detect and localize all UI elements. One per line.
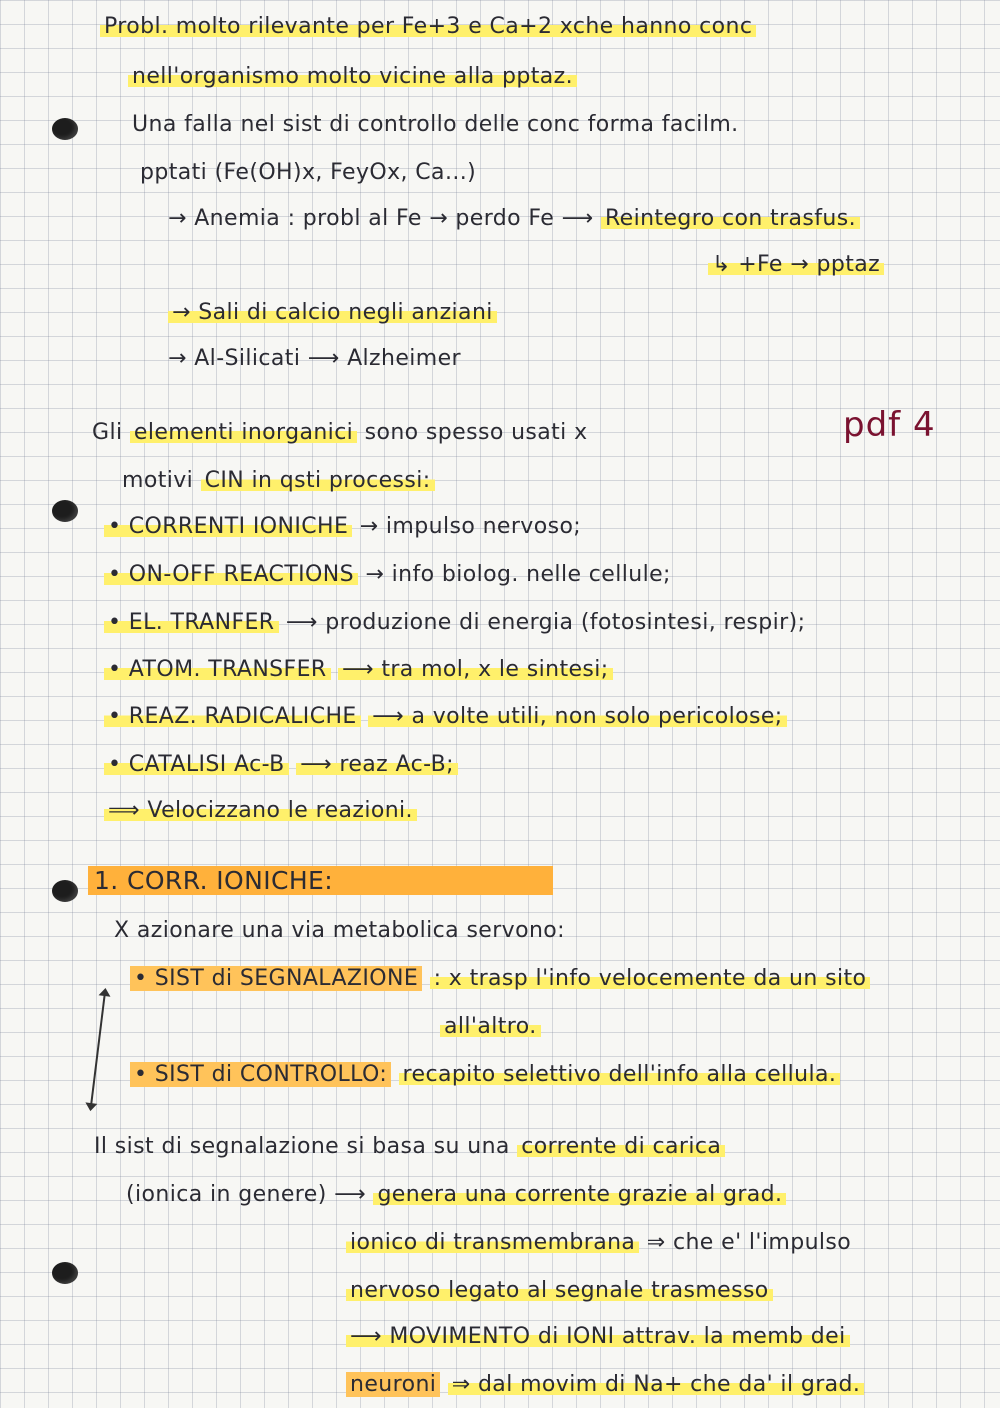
note-text: CIN in qsti processi: [201, 468, 435, 493]
bullet-term: • CORRENTI IONICHE [104, 514, 352, 539]
bullet-item [104, 655, 613, 685]
note-text: Probl. molto rilevante per Fe+3 e Ca+2 xche hanno conc [100, 14, 756, 39]
note-line [168, 204, 860, 234]
note-text: elementi inorganici [130, 420, 357, 445]
note-text: motivi [122, 468, 194, 493]
note-text: recapito selettivo dell'info alla cellula. [399, 1062, 841, 1087]
section-heading [88, 866, 553, 896]
note-text: neuroni [346, 1372, 440, 1397]
note-line [92, 418, 588, 448]
note-text: nervoso legato al segnale trasmesso [346, 1278, 773, 1303]
bullet-term: • EL. TRANFER [104, 610, 279, 635]
note-text: Il sist di segnalazione si basa su una [94, 1134, 510, 1159]
note-text: → Sali di calcio negli anziani [168, 300, 497, 325]
bullet-item [104, 512, 581, 542]
note-text: ↳ +Fe → pptaz [708, 252, 884, 277]
note-line [168, 344, 461, 374]
bullet-desc: ⟶ tra mol, x le sintesi; [338, 657, 613, 682]
note-text: pptati (Fe(OH)x, FeyOx, Ca...) [140, 160, 477, 185]
note-line [104, 796, 417, 826]
bullet-item [104, 750, 458, 780]
note-line [346, 1228, 851, 1258]
note-line [168, 298, 497, 328]
note-text: ionico di transmembrana [346, 1230, 639, 1255]
note-text: • SIST di SEGNALAZIONE [130, 966, 422, 991]
note-line [140, 158, 476, 188]
note-line [126, 1180, 786, 1210]
note-text: nell'organismo molto vicine alla pptaz. [128, 64, 577, 89]
bullet-term: • ATOM. TRANSFER [104, 657, 331, 682]
note-text: Gli [92, 420, 123, 445]
note-line [122, 466, 435, 496]
note-text: Reintegro con trasfus. [601, 206, 860, 231]
note-text: (ionica in genere) ⟶ [126, 1182, 367, 1207]
bullet-term: • CATALISI Ac-B [104, 752, 289, 777]
note-text: sono spesso usati x [364, 420, 588, 445]
note-text: → Anemia : probl al Fe → perdo Fe ⟶ [168, 206, 594, 231]
double-arrow-icon [90, 992, 106, 1107]
note-line [440, 1012, 541, 1042]
note-line [128, 62, 577, 92]
bullet-term: • REAZ. RADICALICHE [104, 704, 361, 729]
note-line [114, 916, 565, 946]
note-text: all'altro. [440, 1014, 541, 1039]
bullet-desc: ⟶ reaz Ac-B; [296, 752, 458, 777]
note-text: • SIST di CONTROLLO: [130, 1062, 391, 1087]
note-line [346, 1370, 864, 1400]
binder-hole [52, 118, 78, 140]
note-text: X azionare una via metabolica servono: [114, 918, 565, 943]
binder-hole [52, 500, 78, 522]
note-text: → Al-Silicati ⟶ Alzheimer [168, 346, 461, 371]
note-text: corrente di carica [517, 1134, 725, 1159]
note-text: ⟹ Velocizzano le reazioni. [104, 798, 417, 823]
note-text: Una falla nel sist di controllo delle conc forma facilm. [132, 112, 739, 137]
note-line [132, 110, 739, 140]
note-line [346, 1276, 773, 1306]
bullet-desc: → impulso nervoso; [359, 514, 582, 539]
bullet-item [104, 608, 805, 638]
margin-note: pdf 4 [843, 405, 936, 445]
binder-hole [52, 1262, 78, 1284]
bullet-desc: → info biolog. nelle cellule; [365, 562, 671, 587]
note-text: ⇒ che e' l'impulso [646, 1230, 852, 1255]
note-line [130, 964, 870, 994]
bullet-term: • ON-OFF REACTIONS [104, 562, 358, 587]
note-line [100, 12, 756, 42]
note-line [94, 1132, 725, 1162]
note-text: : x trasp l'info velocemente da un sito [430, 966, 871, 991]
bullet-item [104, 702, 787, 732]
note-text: genera una corrente grazie al grad. [373, 1182, 786, 1207]
binder-hole [52, 880, 78, 902]
note-line [708, 250, 884, 280]
bullet-desc: ⟶ a volte utili, non solo pericolose; [368, 704, 786, 729]
bullet-item [104, 560, 671, 590]
note-text: ⟶ MOVIMENTO di IONI attrav. la memb dei [346, 1324, 850, 1349]
note-line [130, 1060, 840, 1090]
note-text: ⇒ dal movim di Na+ che da' il grad. [448, 1372, 865, 1397]
note-line [346, 1322, 850, 1352]
heading-text: 1. CORR. IONICHE: [88, 866, 553, 895]
bullet-desc: ⟶ produzione di energia (fotosintesi, respir); [285, 610, 806, 635]
